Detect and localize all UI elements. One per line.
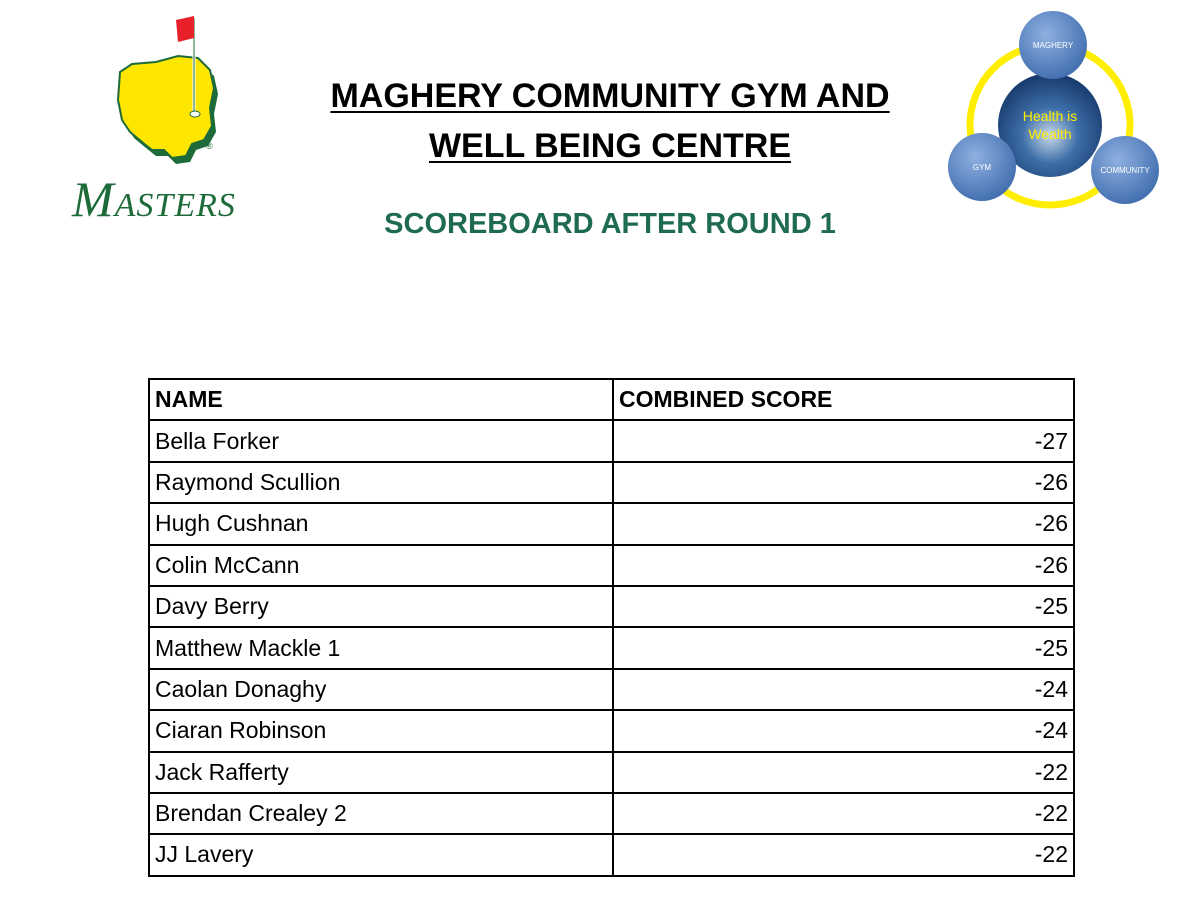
table-row	[149, 710, 1074, 751]
center-text-line-2: Wealth	[1028, 126, 1072, 142]
table-row	[149, 462, 1074, 503]
flag	[176, 16, 194, 42]
player-name: Brendan Crealey 2	[149, 793, 613, 834]
table-row	[149, 503, 1074, 544]
page-title-line-2: WELL BEING CENTRE	[428, 127, 792, 165]
player-name: Matthew Mackle 1	[149, 627, 613, 668]
table-header-row	[149, 379, 1074, 420]
combined-score: -22	[613, 793, 1074, 834]
masters-wordmark	[72, 170, 236, 228]
table-row	[149, 545, 1074, 586]
table-row	[149, 793, 1074, 834]
player-name: Jack Rafferty	[149, 752, 613, 793]
combined-score: -25	[613, 627, 1074, 668]
combined-score: -24	[613, 669, 1074, 710]
combined-score: -24	[613, 710, 1074, 751]
left-circle-label: GYM	[972, 163, 992, 172]
page-title-line-1: MAGHERY COMMUNITY GYM AND	[330, 77, 890, 115]
combined-score: -26	[613, 503, 1074, 544]
table-row	[149, 752, 1074, 793]
combined-score: -22	[613, 834, 1074, 875]
player-name: Hugh Cushnan	[149, 503, 613, 544]
table-row	[149, 586, 1074, 627]
combined-score: -26	[613, 462, 1074, 503]
player-name: Davy Berry	[149, 586, 613, 627]
top-circle-label: MAGHERY	[1032, 41, 1074, 50]
combined-score: -22	[613, 752, 1074, 793]
health-is-wealth-logo	[940, 5, 1170, 220]
player-name: Raymond Scullion	[149, 462, 613, 503]
combined-score: -26	[613, 545, 1074, 586]
player-name: Ciaran Robinson	[149, 710, 613, 751]
header-name: NAME	[149, 379, 613, 420]
player-name: Caolan Donaghy	[149, 669, 613, 710]
table-row	[149, 669, 1074, 710]
golf-hole	[190, 111, 200, 117]
page-subtitle: SCOREBOARD AFTER ROUND 1	[384, 208, 836, 240]
table-row	[149, 420, 1074, 461]
player-name: Colin McCann	[149, 545, 613, 586]
combined-score: -25	[613, 586, 1074, 627]
scoreboard-body	[149, 420, 1074, 875]
header-combined-score: COMBINED SCORE	[613, 379, 1074, 420]
table-row	[149, 627, 1074, 668]
registered-mark: ®	[206, 141, 213, 151]
scoreboard-table	[148, 378, 1075, 877]
player-name: Bella Forker	[149, 420, 613, 461]
combined-score: -27	[613, 420, 1074, 461]
table-row	[149, 834, 1074, 875]
masters-wordmark-initial: M	[72, 171, 115, 227]
masters-wordmark-rest: ASTERS	[114, 187, 236, 224]
center-text-line-1: Health is	[1022, 108, 1078, 124]
player-name: JJ Lavery	[149, 834, 613, 875]
right-circle-label: COMMUNITY	[1100, 166, 1150, 175]
